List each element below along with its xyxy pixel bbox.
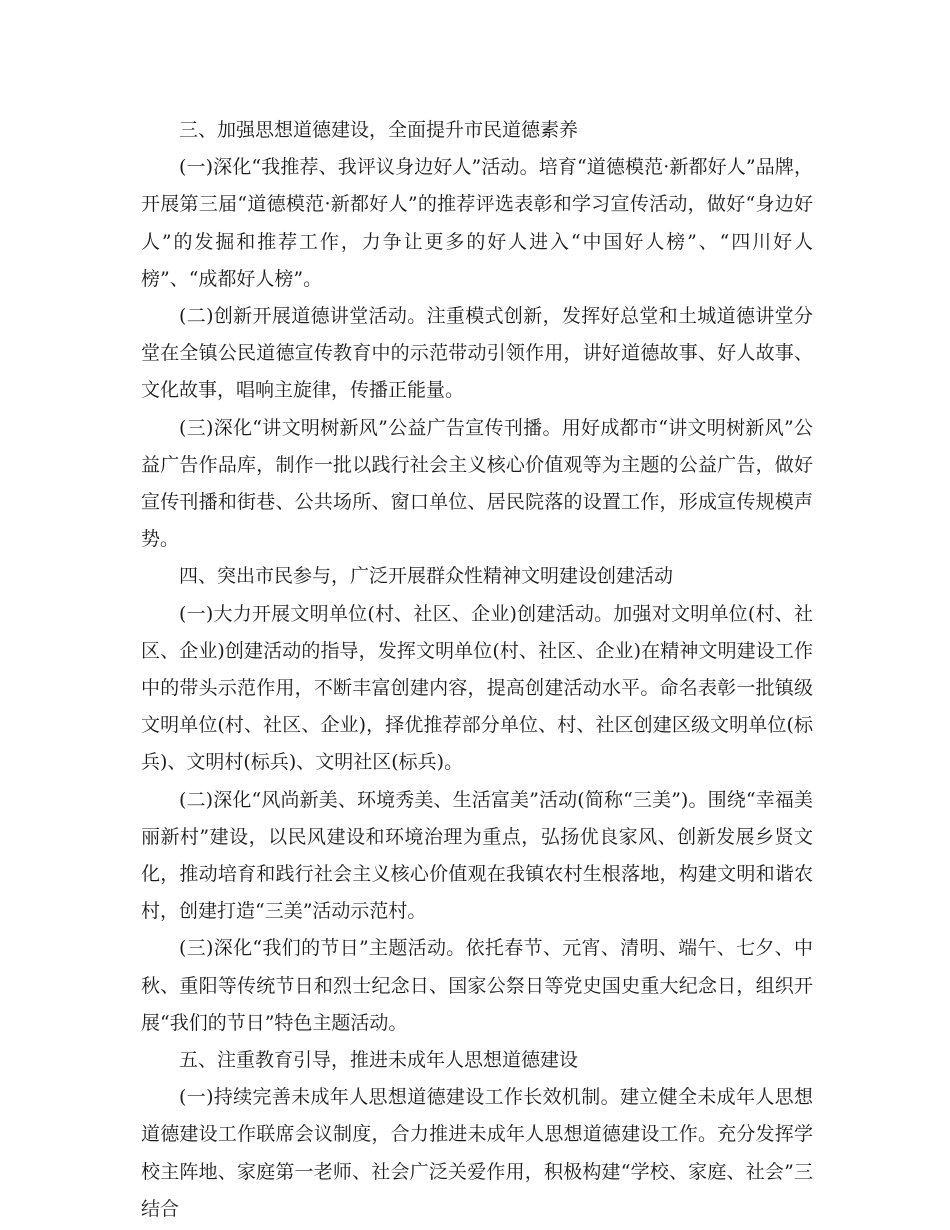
paragraph-4-1: (一)大力开展文明单位(村、社区、企业)创建活动。加强对文明单位(村、社区、企业)创建活动的指导，发挥文明单位(村、社区、企业)在精神文明建设工作中的带头示范作用，不断丰富创建内容，提高创建活动水平。命名表彰一批镇级文明单位(村、社区、企业)，择优推荐部分单位、村、社区创建区级文明单位(标兵)、文明村(标兵)、文明社区(标兵)。 [141, 602, 813, 774]
section-heading-5: 五、注重教育引导，推进未成年人思想道德建设 [179, 1049, 579, 1072]
paragraph-4-2: (二)深化“风尚新美、环境秀美、生活富美”活动(简称“三美”)。围绕“幸福美丽新村”建设，以民风建设和环境治理为重点，弘扬优良家风、创新发展乡贤文化，推动培育和践行社会主义核心价值观在我镇农村生根落地，构建文明和谐农村，创建打造“三美”活动示范村。 [141, 788, 813, 923]
paragraph-3-2: (二)创新开展道德讲堂活动。注重模式创新，发挥好总堂和土城道德讲堂分堂在全镇公民道德宣传教育中的示范带动引领作用，讲好道德故事、好人故事、文化故事，唱响主旋律，传播正能量。 [141, 305, 813, 402]
paragraph-3-3: (三)深化“讲文明树新风”公益广告宣传刊播。用好成都市“讲文明树新风”公益广告作品库，制作一批以践行社会主义核心价值观等为主题的公益广告，做好宣传刊播和街巷、公共场所、窗口单位、居民院落的设置工作，形成宣传规模声势。 [141, 416, 813, 551]
section-heading-4: 四、突出市民参与，广泛开展群众性精神文明建设创建活动 [179, 565, 674, 588]
paragraph-3-1: (一)深化“我推荐、我评议身边好人”活动。培育“道德模范·新都好人”品牌，开展第三届“道德模范·新都好人”的推荐评选表彰和学习宣传活动，做好“身边好人”的发掘和推荐工作，力争让更多的好人进入“中国好人榜”、“四川好人榜”、“成都好人榜”。 [141, 156, 813, 290]
document-body [141, 112, 813, 1228]
paragraph-5-1: (一)持续完善未成年人思想道德建设工作长效机制。建立健全未成年人思想道德建设工作联席会议制度，合力推进未成年人思想道德建设工作。充分发挥学校主阵地、家庭第一老师、社会广泛关爱作用，积极构建“学校、家庭、社会”三结合 [141, 1086, 813, 1220]
section-heading-3: 三、加强思想道德建设，全面提升市民道德素养 [179, 119, 579, 141]
paragraph-4-3: (三)深化“我们的节日”主题活动。依托春节、元宵、清明、端午、七夕、中秋、重阳等传统节日和烈士纪念日、国家公祭日等党史国史重大纪念日，组织开展“我们的节日”特色主题活动。 [141, 937, 813, 1034]
